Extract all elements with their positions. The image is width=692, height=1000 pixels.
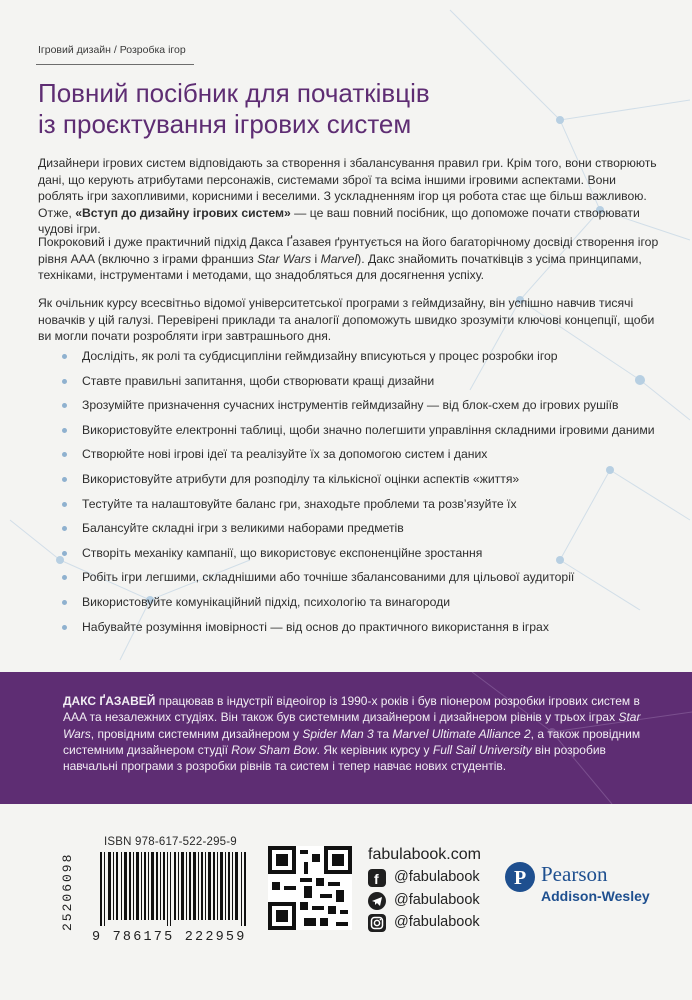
list-item-text: Набувайте розуміння імовірності — від основ до практичного використання в іграх: [82, 619, 549, 634]
bio-university: Full Sail University: [432, 742, 532, 757]
bio-game-spider-man: Spider Man 3: [302, 726, 374, 741]
bullet-icon: [62, 502, 67, 507]
qr-code: [268, 846, 352, 930]
bullet-icon: [62, 575, 67, 580]
bullet-icon: [62, 477, 67, 482]
facebook-icon: [368, 869, 386, 887]
list-item-text: Ставте правильні запитання, щоби створювати кращі дизайни: [82, 373, 435, 388]
list-item: [62, 496, 662, 521]
bullet-icon: [62, 428, 67, 433]
instagram-handle: @fabulabook: [394, 914, 480, 930]
list-item-text: Зрозумійте призначення сучасних інструментів геймдизайну — від блок-схем до ігрових рушіїв: [82, 398, 619, 413]
facebook-handle: @fabulabook: [394, 869, 480, 885]
pearson-logo-icon: [505, 862, 535, 892]
p2-text: Покроковий і дуже практичний підхід Дакса Ґазавея ґрунтується на його багаторічному досвіді створення ігор рівня AAA (включно з іграми франшиз: [38, 235, 659, 266]
list-item-text: Використовуйте електронні таблиці, щоби значно полегшити управління складними ігровими даними: [82, 422, 655, 437]
list-item-text: Використовуйте атрибути для розподілу та кількісної оцінки аспектів «життя»: [82, 471, 520, 486]
bio-text-4: , а також провідним системним дизайнером студії: [63, 726, 641, 757]
list-item: [62, 545, 662, 570]
ean-digits: 9 786175 222959: [92, 930, 247, 945]
description-paragraph-1: [38, 155, 660, 238]
publisher-name: Pearson: [541, 862, 608, 886]
franchise-star-wars: Star Wars: [257, 251, 312, 266]
bio-game-marvel-ua2: Marvel Ultimate Alliance 2: [392, 726, 531, 741]
bio-studio: Row Sham Bow: [231, 742, 317, 757]
list-item-text: Використовуйте комунікаційний підхід, психологію та винагороди: [82, 594, 451, 609]
bio-text-1: працював в індустрії відеоігор із 1990-х років і був піонером розробки ігрових систем в AAA та незалежних студіях. Він також був системним дизайнером і дизайнером рівнів у трьох іграх: [63, 694, 640, 725]
p2-and: і: [311, 251, 321, 266]
list-item-text: Створюйте нові ігрові ідеї та реалізуйте їх за допомогою систем і даних: [82, 447, 488, 462]
bullet-icon: [62, 625, 67, 630]
title-line-1: Повний посібник для початківців: [38, 78, 430, 108]
list-item: [62, 422, 662, 447]
social-facebook[interactable]: [368, 869, 518, 891]
list-item: [62, 446, 662, 471]
svg-text:P: P: [514, 867, 527, 889]
instagram-icon: [368, 914, 386, 932]
list-item: [62, 619, 662, 644]
book-name-bold: «Вступ до дизайну ігрових систем»: [75, 205, 291, 220]
bio-game-star-wars: Star Wars: [63, 710, 641, 741]
bullet-icon: [62, 526, 67, 531]
barcode-side-code: 25206098: [60, 852, 75, 932]
list-item: [62, 569, 662, 594]
list-item-text: Балансуйте складні ігри з великими наборами предметів: [82, 521, 404, 536]
social-instagram[interactable]: [368, 914, 518, 936]
p1-tail: — це ваш повний посібник, що допоможе почати створювати чудові ігри.: [38, 205, 640, 237]
p2-tail: ). Дакс знайомить початківців з усіма принципами, техніками, інструментами і методами, що знадобляться для досягнення успіху.: [38, 251, 642, 283]
telegram-handle: @fabulabook: [394, 892, 480, 908]
book-category: Ігровий дизайн / Розробка ігор: [38, 44, 186, 56]
publisher-website[interactable]: fabulabook.com: [368, 846, 481, 863]
feature-list: [62, 348, 662, 643]
list-item: [62, 594, 662, 619]
book-title: [38, 78, 658, 140]
imprint-name: Addison-Wesley: [541, 888, 650, 904]
bio-text-6: він розробив навчальні програми з розробки рівнів та систем і тепер навчає нових студентів.: [63, 742, 606, 774]
bullet-icon: [62, 379, 67, 384]
bio-text-2: , провідним системним дизайнером у: [90, 726, 303, 741]
bullet-icon: [62, 354, 67, 359]
title-line-2: із проєктування ігрових систем: [38, 109, 412, 139]
list-item-text: Тестуйте та налаштовуйте баланс гри, знаходьте проблеми та розв’язуйте їх: [82, 496, 517, 511]
bio-text-5: . Як керівник курсу у: [316, 742, 433, 757]
list-item: [62, 348, 662, 373]
author-bio: [63, 693, 651, 774]
isbn-number: ISBN 978-617-522-295-9: [104, 836, 237, 848]
p1-text: Дизайнери ігрових систем відповідають за створення і збалансування правил гри. Крім того, вони створюють дані, що керують атрибутами персонажів, системами зброї та всіма іншими ігровими аспектами. Вони роблять ігри захопливими, корисними і веселими. З ускладненням ігор ця робота стає ще більш важливою. Отже,: [38, 156, 657, 220]
bullet-icon: [62, 452, 67, 457]
category-divider: [36, 64, 194, 65]
bullet-icon: [62, 403, 67, 408]
social-telegram[interactable]: [368, 892, 518, 914]
author-name: ДАКС ҐАЗАВЕЙ: [63, 694, 156, 708]
franchise-marvel: Marvel: [320, 251, 358, 266]
description-paragraph-2: [38, 234, 660, 284]
bio-text-3: та: [373, 726, 393, 741]
bullet-icon: [62, 600, 67, 605]
list-item: [62, 520, 662, 545]
svg-text:f: f: [374, 871, 379, 887]
telegram-icon: [368, 892, 386, 910]
list-item: [62, 373, 662, 398]
bullet-icon: [62, 551, 67, 556]
ean-barcode: [100, 852, 248, 926]
list-item-text: Дослідіть, як ролі та субдисципліни геймдизайну вписуються у процес розробки ігор: [82, 349, 558, 363]
description-paragraph-3: Як очільник курсу всесвітньо відомої університетської програми з геймдизайну, він успішно навчив тисячі новачків у цій галузі. Перевірені приклади та аналогії допоможуть швидко зрозуміти ключові концепції, щоби ви могли почати розробляти ігри завтрашнього дня.: [38, 296, 655, 344]
list-item: [62, 397, 662, 422]
list-item: [62, 471, 662, 496]
author-bio-band: [0, 672, 692, 804]
list-item-text: Створіть механіку кампанії, що використовує експоненційне зростання: [82, 545, 483, 560]
list-item-text: Робіть ігри легшими, складнішими або точніше збалансованими для цільової аудиторії: [82, 570, 575, 585]
